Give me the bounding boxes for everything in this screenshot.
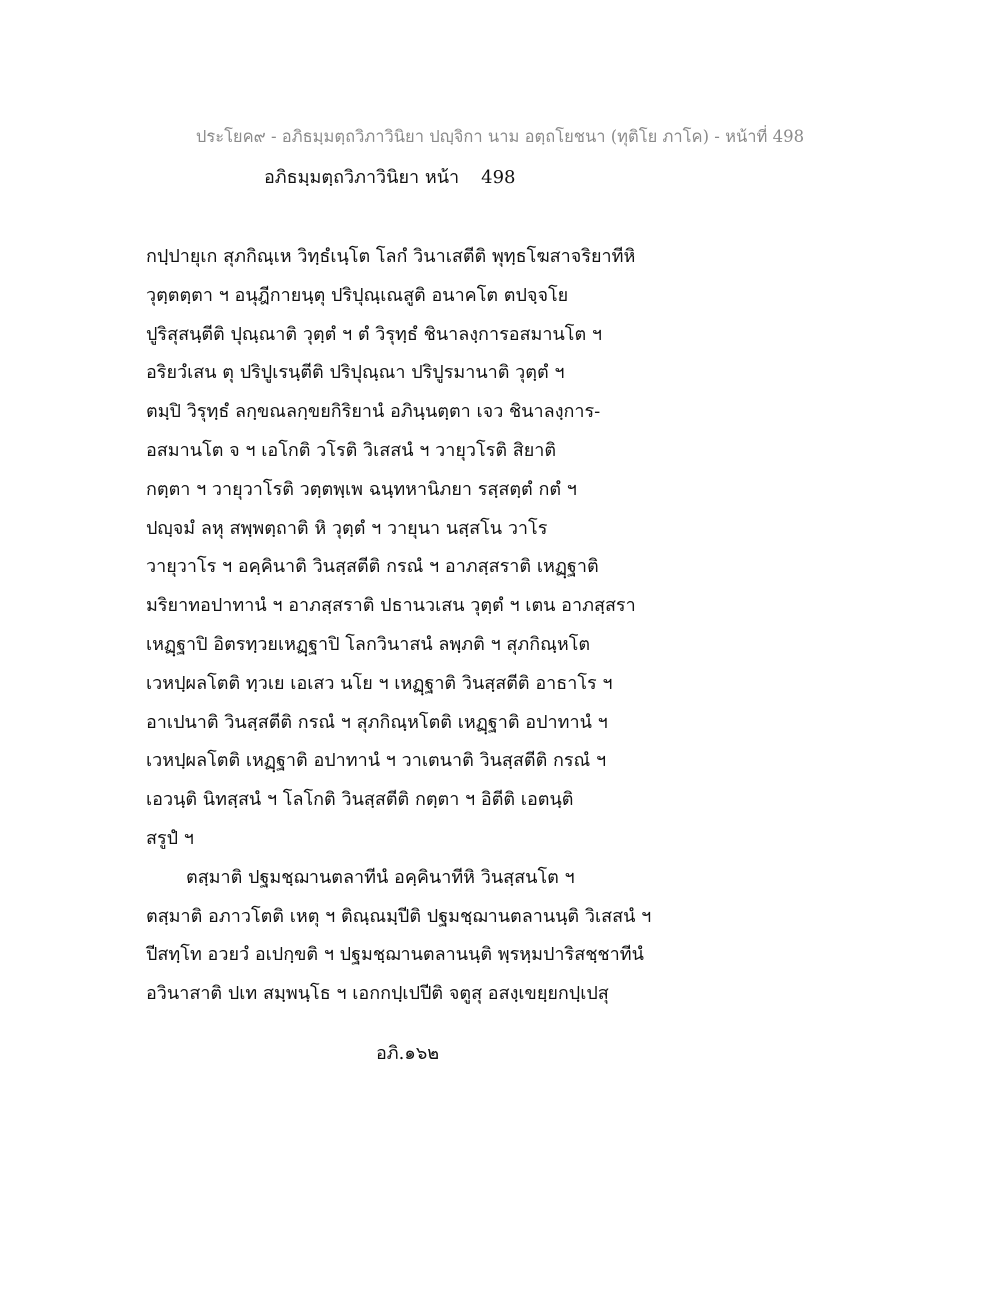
page-title-text: อภิธมฺมตฺถวิภาวินิยา หน้า bbox=[264, 167, 460, 188]
text-line: ปญฺจมํ ลหุ สพฺพตฺถาติ หิ วุตฺตํ ฯ วายุนา นสฺสโน วาโร bbox=[146, 517, 548, 539]
text-line: ปูริสุสนฺตีติ ปุณฺณาติ วุตฺตํ ฯ ตํ วิรุทฺธํ ชินาลงฺการอสมานโต ฯ bbox=[146, 323, 602, 345]
text-line: ตสฺมาติ อภาวโตติ เหตุ ฯ ติณฺณมฺปีติ ปฐมชฺฌานตลานนฺติ วิเสสนํ ฯ bbox=[146, 905, 652, 927]
text-line: มริยาทอปาทานํ ฯ อาภสฺสราติ ปธานวเสน วุตฺตํ ฯ เตน อาภสฺสรา bbox=[146, 595, 636, 617]
text-line: สรูปํ ฯ bbox=[146, 827, 194, 849]
page-title-number: 498 bbox=[481, 167, 516, 188]
text-line: อวินาสาติ ปเท สมฺพนฺโธ ฯ เอกกปฺเปปีติ จตูสุ อสงฺเขยฺยกปฺเปสุ bbox=[146, 983, 609, 1005]
text-line: กตฺตา ฯ วายุวาโรติ วตฺตพฺเพ ฉนฺทหานิภยา รสฺสตฺตํ กตํ ฯ bbox=[146, 478, 577, 500]
text-line: กปฺปายุเก สุภกิณฺเห วิทฺธํเนฺโต โลกํ วินาเสตีติ พุทฺธโฆสาจริยาทีหิ bbox=[146, 246, 636, 267]
text-line: ปีสทฺโท อวยวํ อเปกฺขติ ฯ ปฐมชฺฌานตลานนฺติ พฺรหฺมปาริสชฺชาทีนํ bbox=[146, 944, 644, 966]
paragraph-start-line: ตสฺมาติ ปฐมชฺฌานตลาทีนํ อคฺคินาทีหิ วินสฺสนโต ฯ bbox=[186, 866, 575, 888]
page-title bbox=[264, 162, 516, 191]
text-line: เวหปฺผลโตติ ทฺวเย เอเสว นโย ฯ เหฏฺฐาติ วินสฺสตีติ อาธาโร ฯ bbox=[146, 672, 613, 694]
text-line: ตมฺปิ วิรุทฺธํ ลกฺขณลกฺขยกิริยานํ อภินฺนตฺตา เจว ชินาลงฺการ- bbox=[146, 401, 601, 423]
page-footer-reference: อภิ.๑๖๒ bbox=[376, 1043, 440, 1064]
text-line: เวหปฺผลโตติ เหฏฺฐาติ อปาทานํ ฯ วาเตนาติ วินสฺสตีติ กรณํ ฯ bbox=[146, 750, 607, 772]
text-line: อาเปนาติ วินสฺสตีติ กรณํ ฯ สุภกิณฺหโตติ เหฏฺฐาติ อปาทานํ ฯ bbox=[146, 711, 608, 733]
text-line: อสมานโต จ ฯ เอโกติ วโรติ วิเสสนํ ฯ วายุวโรติ สิยาติ bbox=[146, 439, 557, 461]
text-line: เหฏฺฐาปิ อิตรทฺวยเหฏฺฐาปิ โลกวินาสนํ ลพฺภติ ฯ สุภกิณฺหโต bbox=[146, 633, 591, 655]
text-line: วุตฺตตฺตา ฯ อนุฎีกายนฺตุ ปริปุณฺเณสูติ อนาคโต ตปจฺจโย bbox=[146, 284, 569, 306]
body-text bbox=[146, 238, 716, 1014]
text-line: เอวนฺติ นิทสฺสนํ ฯ โลโกติ วินสฺสตีติ กตฺตา ฯ อิตีติ เอตนฺติ bbox=[146, 789, 574, 811]
text-line: วายุวาโร ฯ อคฺคินาติ วินสฺสตีติ กรณํ ฯ อาภสฺสราติ เหฏฺฐาติ bbox=[146, 556, 599, 578]
running-header: ประโยค๙ - อภิธมฺมตฺถวิภาวินิยา ปญฺจิกา นาม อตฺถโยชนา (ทุติโย ภาโค) - หน้าที่ 498 bbox=[195, 127, 805, 146]
text-line: อริยวํเสน ตุ ปริปูเรนฺตีติ ปริปุณฺณา ปริปูรมานาติ วุตฺตํ ฯ bbox=[146, 362, 565, 384]
